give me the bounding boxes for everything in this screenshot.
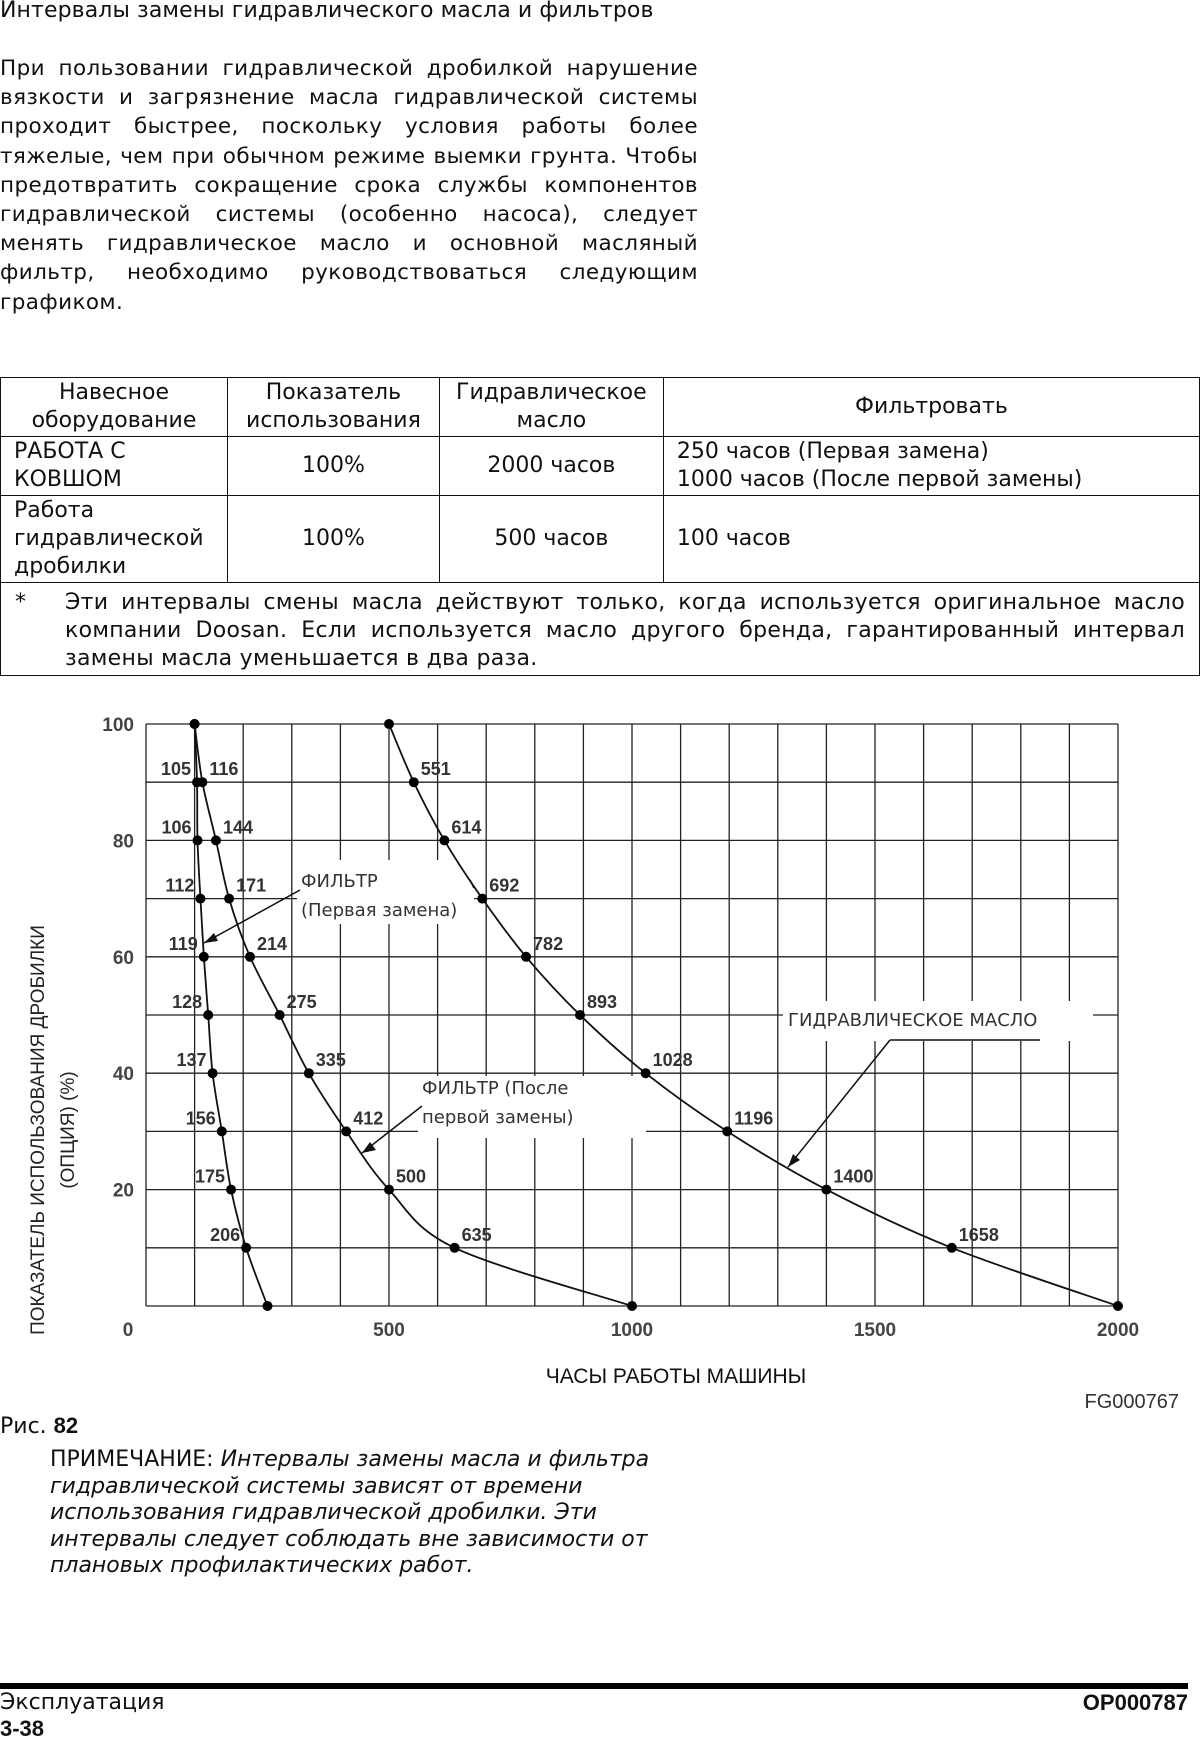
footer-doc-code: OP000787 <box>1082 1690 1188 1715</box>
filter-after-first-change: 1000 часов (После первой замены) <box>676 467 1083 492</box>
data-point <box>521 952 531 962</box>
filter-first-change: 250 часов (Первая замена) <box>676 439 989 464</box>
arrow-icon <box>204 933 218 943</box>
data-point <box>627 1301 637 1311</box>
table-row <box>1 437 1200 496</box>
header-usage: Показатель использования <box>227 378 439 437</box>
y-axis-title-line-2: (ОПЦИЯ) (%) <box>58 1071 79 1189</box>
data-point <box>197 777 207 787</box>
data-label: 1028 <box>652 1050 693 1071</box>
data-label: 500 <box>396 1166 427 1187</box>
data-point <box>821 1185 831 1195</box>
data-label: 1196 <box>734 1108 774 1129</box>
data-label: 128 <box>172 992 203 1012</box>
y-axis-title-line-1: ПОКАЗАТЕЛЬ ИСПОЛЬЗОВАНИЯ ДРОБИЛКИ <box>28 925 49 1335</box>
data-label: 893 <box>586 992 618 1012</box>
data-label: 175 <box>195 1166 226 1187</box>
filter-after-label-1: ФИЛЬТР (После <box>422 1078 569 1099</box>
interval-table <box>0 377 1200 676</box>
data-point <box>241 1243 251 1253</box>
data-point <box>477 894 487 904</box>
data-point <box>439 835 449 845</box>
header-equipment: Навесное оборудование <box>1 378 228 437</box>
data-label: 551 <box>420 759 451 780</box>
y-tick-label: 100 <box>102 715 134 736</box>
table-note-cell <box>1 583 1200 676</box>
cell-filter: 100 часов <box>663 496 1199 583</box>
data-point <box>263 1301 273 1311</box>
data-label: 614 <box>451 817 482 838</box>
cell-usage: 100% <box>227 437 439 496</box>
data-label: 275 <box>286 992 317 1012</box>
data-point <box>195 894 205 904</box>
remark-label: ПРИМЕЧАНИЕ: <box>50 1447 214 1472</box>
data-label: 1658 <box>958 1224 999 1245</box>
data-label: 412 <box>353 1108 384 1129</box>
x-axis-title: ЧАСЫ РАБОТЫ МАШИНЫ <box>545 1365 807 1388</box>
figure-caption-prefix: Рис. <box>0 1414 47 1439</box>
arrow-icon <box>788 1154 800 1167</box>
data-point <box>224 894 234 904</box>
data-label: 171 <box>236 875 267 896</box>
y-tick-label: 80 <box>112 831 134 853</box>
data-point <box>409 777 419 787</box>
data-label: 206 <box>210 1224 241 1245</box>
figure-number: 82 <box>53 1413 79 1438</box>
figure-caption <box>0 1413 78 1439</box>
table-note-row <box>1 583 1200 676</box>
data-label: 156 <box>185 1108 216 1129</box>
data-point <box>193 835 203 845</box>
data-point <box>208 1068 218 1078</box>
x-tick-label: 1500 <box>853 1320 897 1341</box>
data-label: 635 <box>461 1224 492 1245</box>
cell-filter <box>663 437 1199 496</box>
cell-equipment: РАБОТА С КОВШОМ <box>1 437 228 496</box>
data-point <box>450 1243 460 1253</box>
x-tick-label: 0 <box>122 1320 134 1341</box>
data-point <box>722 1126 732 1136</box>
data-label: 335 <box>315 1050 346 1071</box>
data-label: 214 <box>257 933 288 954</box>
data-point <box>199 952 209 962</box>
filter-after-label-2: первой замены) <box>422 1107 574 1128</box>
x-tick-label: 500 <box>373 1320 405 1341</box>
y-axis-title <box>28 925 79 1335</box>
data-point <box>1113 1301 1123 1311</box>
data-label: 144 <box>222 817 254 838</box>
figure-code: FG000767 <box>1084 1391 1179 1413</box>
chart-annotations <box>204 860 1093 1167</box>
table-note: Эти интервалы смены масла действуют только, когда используется оригинальное масло компании Doosan. Если используется масло другого бренда, гарантированный интервал замены масла уменьшается в два раза. <box>65 590 1185 671</box>
footer-rule <box>0 1683 1188 1689</box>
note-asterisk: * <box>15 590 26 615</box>
filter-first-label-1: ФИЛЬТР <box>301 871 378 892</box>
data-label: 112 <box>165 875 195 896</box>
table-row <box>1 496 1200 583</box>
y-tick-label: 20 <box>112 1180 134 1202</box>
x-tick-label: 2000 <box>1096 1320 1140 1341</box>
cell-oil: 2000 часов <box>439 437 663 496</box>
y-tick-label: 60 <box>112 947 134 969</box>
data-point <box>226 1185 236 1195</box>
intro-paragraph: При пользовании гидравлической дробилкой нарушение вязкости и загрязнение масла гидравлической системы проходит быстрее, поскольку условия работы более тяжелые, чем при обычном режиме выемки грунта. Чтобы предотвратить сокращение срока службы компонентов гидравлической системы (особенно насоса), следует менять гидравлическое масло и основной масляный фильтр, необходимо руководствоваться следующим графиком. <box>0 56 698 315</box>
data-point <box>641 1068 651 1078</box>
remark-block <box>50 1447 698 1580</box>
footer-section: Эксплуатация <box>0 1690 165 1715</box>
data-label: 119 <box>168 933 198 954</box>
data-label: 105 <box>160 759 192 780</box>
data-label: 782 <box>533 933 564 954</box>
data-label: 116 <box>209 759 239 780</box>
data-point <box>384 1185 394 1195</box>
data-point <box>575 1010 585 1020</box>
data-point <box>203 1010 213 1020</box>
data-label: 137 <box>176 1050 207 1071</box>
header-filter: Фильтровать <box>663 378 1199 437</box>
data-point <box>947 1243 957 1253</box>
data-point <box>245 952 255 962</box>
footer-page-number: 3-38 <box>0 1716 45 1741</box>
data-point <box>190 719 200 729</box>
cell-usage: 100% <box>227 496 439 583</box>
data-label: 692 <box>489 875 520 896</box>
cell-oil: 500 часов <box>439 496 663 583</box>
data-point <box>341 1126 351 1136</box>
data-label: 1400 <box>833 1166 874 1187</box>
cell-equipment: Работа гидравлической дробилки <box>1 496 228 583</box>
x-tick-label: 1000 <box>610 1320 654 1341</box>
filter-first-label-2: (Первая замена) <box>301 900 458 921</box>
data-point <box>217 1126 227 1136</box>
data-point <box>211 835 221 845</box>
interval-chart <box>0 700 1200 1400</box>
remark-text: Интервалы замены масла и фильтра гидравлической системы зависят от времени использования гидравлической дробилки. Эти интервалы следует соблюдать вне зависимости от плановых профилактических работ. <box>50 1447 650 1579</box>
data-point <box>304 1068 314 1078</box>
page-title: Интервалы замены гидравлического масла и фильтров <box>0 0 654 23</box>
data-label: 106 <box>161 817 192 838</box>
y-tick-label: 40 <box>112 1064 134 1086</box>
data-point <box>275 1010 285 1020</box>
hydraulic-oil-label: ГИДРАВЛИЧЕСКОЕ МАСЛО <box>788 1010 1038 1031</box>
data-point <box>384 719 394 729</box>
header-oil: Гидравлическое масло <box>439 378 663 437</box>
